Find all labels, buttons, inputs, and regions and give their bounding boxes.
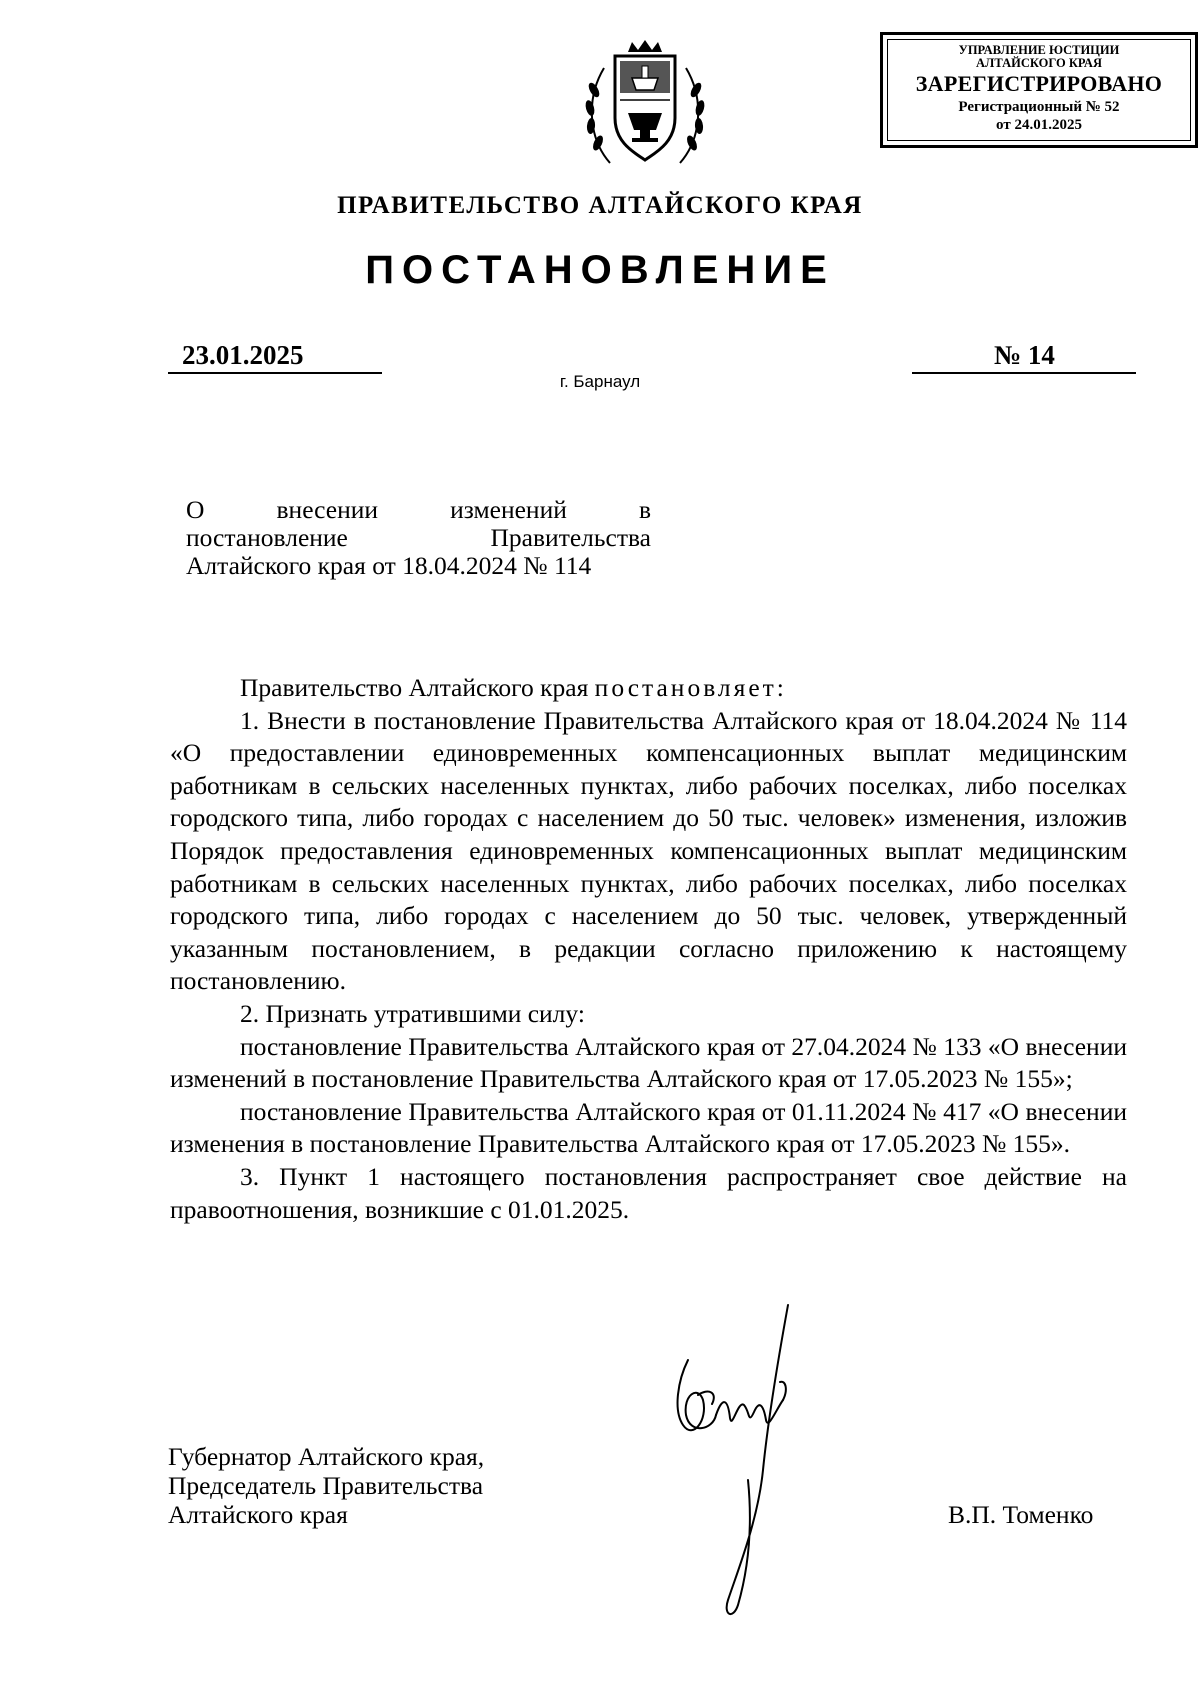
stamp-authority-line2: АЛТАЙСКОГО КРАЯ	[976, 56, 1102, 70]
stamp-date: от 24.01.2025	[996, 117, 1082, 133]
signatory-title-line: Алтайского края	[168, 1500, 348, 1529]
subject-line: Алтайского края от 18.04.2024 № 114	[186, 551, 592, 580]
coat-of-arms-icon	[580, 38, 710, 178]
stamp-authority-line1: УПРАВЛЕНИЕ ЮСТИЦИИ	[958, 43, 1120, 57]
subject-line: О внесении изменений в	[186, 495, 651, 524]
handwritten-signature-icon	[668, 1300, 828, 1630]
signatory-title-line: Губернатор Алтайского края,	[168, 1442, 485, 1471]
document-body	[170, 672, 1127, 1226]
paragraph-2: 2. Признать утратившими силу:	[240, 998, 585, 1028]
paragraph-2b: постановление Правительства Алтайского края от 01.11.2024 № 417 «О внесении изменения в постановление Правительства Алтайского края от 17.05.2023 № 155».	[170, 1096, 1127, 1159]
body-intro-text: Правительство Алтайского края	[240, 673, 595, 702]
stamp-title: ЗАРЕГИСТРИРОВАНО	[915, 71, 1163, 96]
subject-line: постановление Правительства	[186, 523, 651, 552]
paragraph-3: 3. Пункт 1 настоящего постановления распространяет свое действие на правоотношения, возникшие с 01.01.2025.	[170, 1161, 1127, 1224]
signatory-title-line: Председатель Правительства	[168, 1471, 484, 1500]
document-date: 23.01.2025	[168, 338, 382, 374]
stamp-registration-number: Регистрационный № 52	[958, 99, 1120, 115]
document-type: ПОСТАНОВЛЕНИЕ	[365, 248, 835, 292]
government-title: ПРАВИТЕЛЬСТВО АЛТАЙСКОГО КРАЯ	[337, 192, 863, 219]
registration-stamp	[880, 32, 1198, 148]
document-city: г. Барнаул	[559, 372, 641, 391]
document-subject	[186, 496, 651, 580]
paragraph-2a: постановление Правительства Алтайского края от 27.04.2024 № 133 «О внесении изменений в постановление Правительства Алтайского края от 17.05.2023 № 155»;	[170, 1031, 1127, 1094]
body-intro-verb: постановляет:	[594, 673, 787, 702]
paragraph-1: 1. Внести в постановление Правительства Алтайского края от 18.04.2024 № 114 «О предоставлении единовременных компенсационных выплат медицинским работникам в сельских населенных пунктах, либо рабочих поселках, либо поселках городского типа, либо городах с населением до 50 тыс. человек» изменения, изложив Порядок предоставления единовременных компенсационных выплат медицинским работникам в сельских населенных пунктах, либо рабочих поселках, либо поселках городского типа, либо городах с населением до 50 тыс. человек, утвержденный указанным постановлением, в редакции согласно приложению к настоящему постановлению.	[170, 705, 1127, 996]
body-intro	[170, 672, 1127, 705]
signatory-title	[168, 1442, 588, 1529]
signatory-name: В.П. Томенко	[948, 1500, 1094, 1529]
document-number: № 14	[912, 338, 1136, 374]
